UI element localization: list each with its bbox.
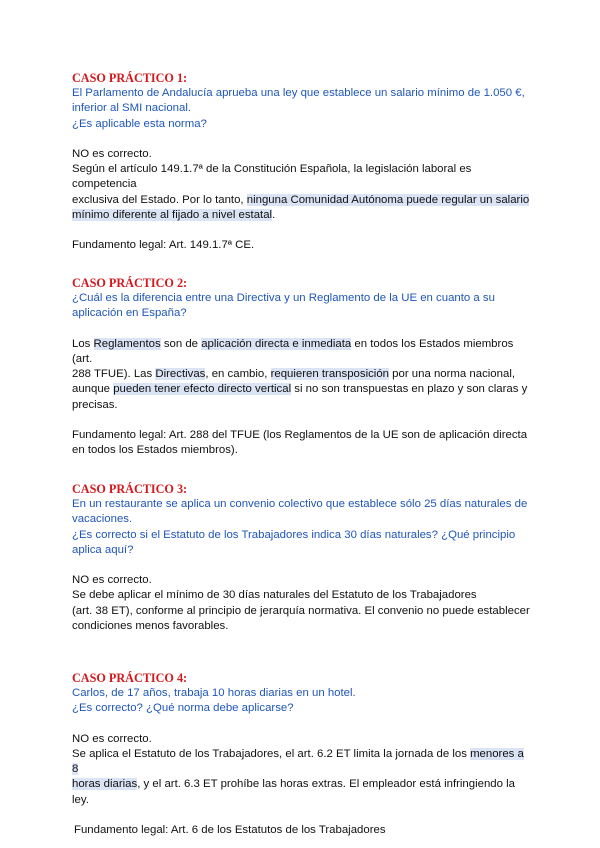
answer-line: condiciones menos favorables. — [72, 620, 229, 633]
answer-verdict: NO es correcto. — [72, 147, 152, 160]
answer-text: . — [272, 209, 276, 222]
highlighted-text: menores a 8 — [72, 747, 524, 776]
case-1-answer — [72, 147, 532, 223]
case-1-legal: Fundamento legal: Art. 149.1.7ª CE. — [72, 239, 255, 252]
highlighted-text: Directivas — [155, 368, 206, 381]
answer-text: , y el art. 6.3 ET prohíbe las horas extras. El empleador está infringiendo la ley. — [72, 778, 516, 806]
question-line: En un restaurante se aplica un convenio colectivo que establece sólo 25 días naturales de — [72, 498, 528, 510]
case-3-answer — [72, 573, 532, 634]
answer-text: exclusiva del Estado. Por lo tanto, — [72, 193, 247, 206]
answer-verdict: NO es correcto. — [72, 732, 152, 745]
answer-text: por una norma nacional, — [389, 368, 516, 381]
highlighted-text: ninguna Comunidad Autónoma puede regular un salario — [246, 193, 530, 206]
case-3-question — [72, 497, 532, 558]
answer-line: Se debe aplicar el mínimo de 30 días naturales del Estatuto de los Trabajadores — [72, 589, 477, 602]
highlighted-text: requieren transposición — [270, 368, 389, 381]
answer-text: 288 TFUE). Las — [72, 368, 156, 381]
case-3-title: CASO PRÁCTICO 3: — [72, 482, 188, 496]
answer-text: Se aplica el Estatuto de los Trabajadores, el art. 6.2 ET limita la jornada de los — [72, 747, 471, 760]
answer-text: en todos los Estados miembros (art. — [72, 337, 514, 365]
question-line: El Parlamento de Andalucía aprueba una ley que establece un salario mínimo de 1.050 €, — [72, 87, 525, 99]
case-1-question — [72, 86, 532, 132]
legal-line: Fundamento legal: Art. 288 del TFUE (los Reglamentos de la UE son de aplicación directa — [72, 429, 528, 442]
answer-line — [72, 382, 532, 397]
answer-line — [72, 208, 532, 223]
question-line: aplica aquí? — [72, 543, 134, 556]
question-line: inferior al SMI nacional. — [72, 102, 192, 115]
legal-line: en todos los Estados miembros). — [72, 444, 238, 457]
question-line: vacaciones. — [72, 513, 133, 526]
question-line: aplicación en España? — [72, 307, 187, 320]
answer-line — [72, 337, 532, 368]
question-line: ¿Es correcto si el Estatuto de los Trabajadores indica 30 días naturales? ¿Qué principio — [72, 528, 516, 541]
question-line: ¿Es correcto? ¿Qué norma debe aplicarse? — [72, 702, 294, 715]
highlighted-text: Reglamentos — [93, 337, 161, 350]
case-2-answer — [72, 337, 532, 413]
answer-line: (art. 38 ET), conforme al principio de jerarquía normativa. El convenio no puede establecer — [72, 604, 530, 617]
answer-line — [72, 193, 532, 208]
case-4-answer — [72, 732, 532, 808]
case-4-legal: Fundamento legal: Art. 6 de los Estatutos de los Trabajadores — [74, 824, 386, 837]
answer-text: Los — [72, 337, 94, 350]
case-1 — [72, 71, 532, 254]
answer-line: precisas. — [72, 398, 118, 411]
case-2-legal — [72, 428, 532, 459]
highlighted-text: horas diarias — [72, 778, 138, 791]
highlighted-text: mínimo diferente al fijado a nivel estatal — [72, 209, 273, 222]
case-4-question — [72, 686, 532, 717]
answer-text: si no son transpuestas en plazo y son claras y — [291, 383, 528, 396]
case-2-title: CASO PRÁCTICO 2: — [72, 276, 188, 290]
answer-line: Según el artículo 149.1.7ª de la Constitución Española, la legislación laboral es competencia — [72, 163, 472, 191]
case-4-title: CASO PRÁCTICO 4: — [72, 671, 188, 685]
answer-line — [72, 367, 532, 382]
case-1-title: CASO PRÁCTICO 1: — [72, 71, 188, 85]
answer-text: , en cambio, — [205, 368, 271, 381]
answer-line — [72, 747, 532, 778]
highlighted-text: aplicación directa e inmediata — [201, 337, 352, 350]
answer-text: aunque — [72, 383, 114, 396]
case-4 — [72, 671, 532, 838]
question-line: ¿Es aplicable esta norma? — [72, 117, 207, 130]
question-line: Carlos, de 17 años, trabaja 10 horas diarias en un hotel. — [72, 687, 356, 699]
case-2 — [72, 276, 532, 459]
case-2-question — [72, 291, 532, 322]
answer-text: son de — [160, 337, 202, 350]
highlighted-text: pueden tener efecto directo vertical — [113, 383, 292, 396]
case-3 — [72, 482, 532, 634]
question-line: ¿Cuál es la diferencia entre una Directiva y un Reglamento de la UE en cuanto a su — [72, 292, 495, 304]
answer-line — [72, 777, 532, 808]
answer-verdict: NO es correcto. — [72, 574, 152, 587]
